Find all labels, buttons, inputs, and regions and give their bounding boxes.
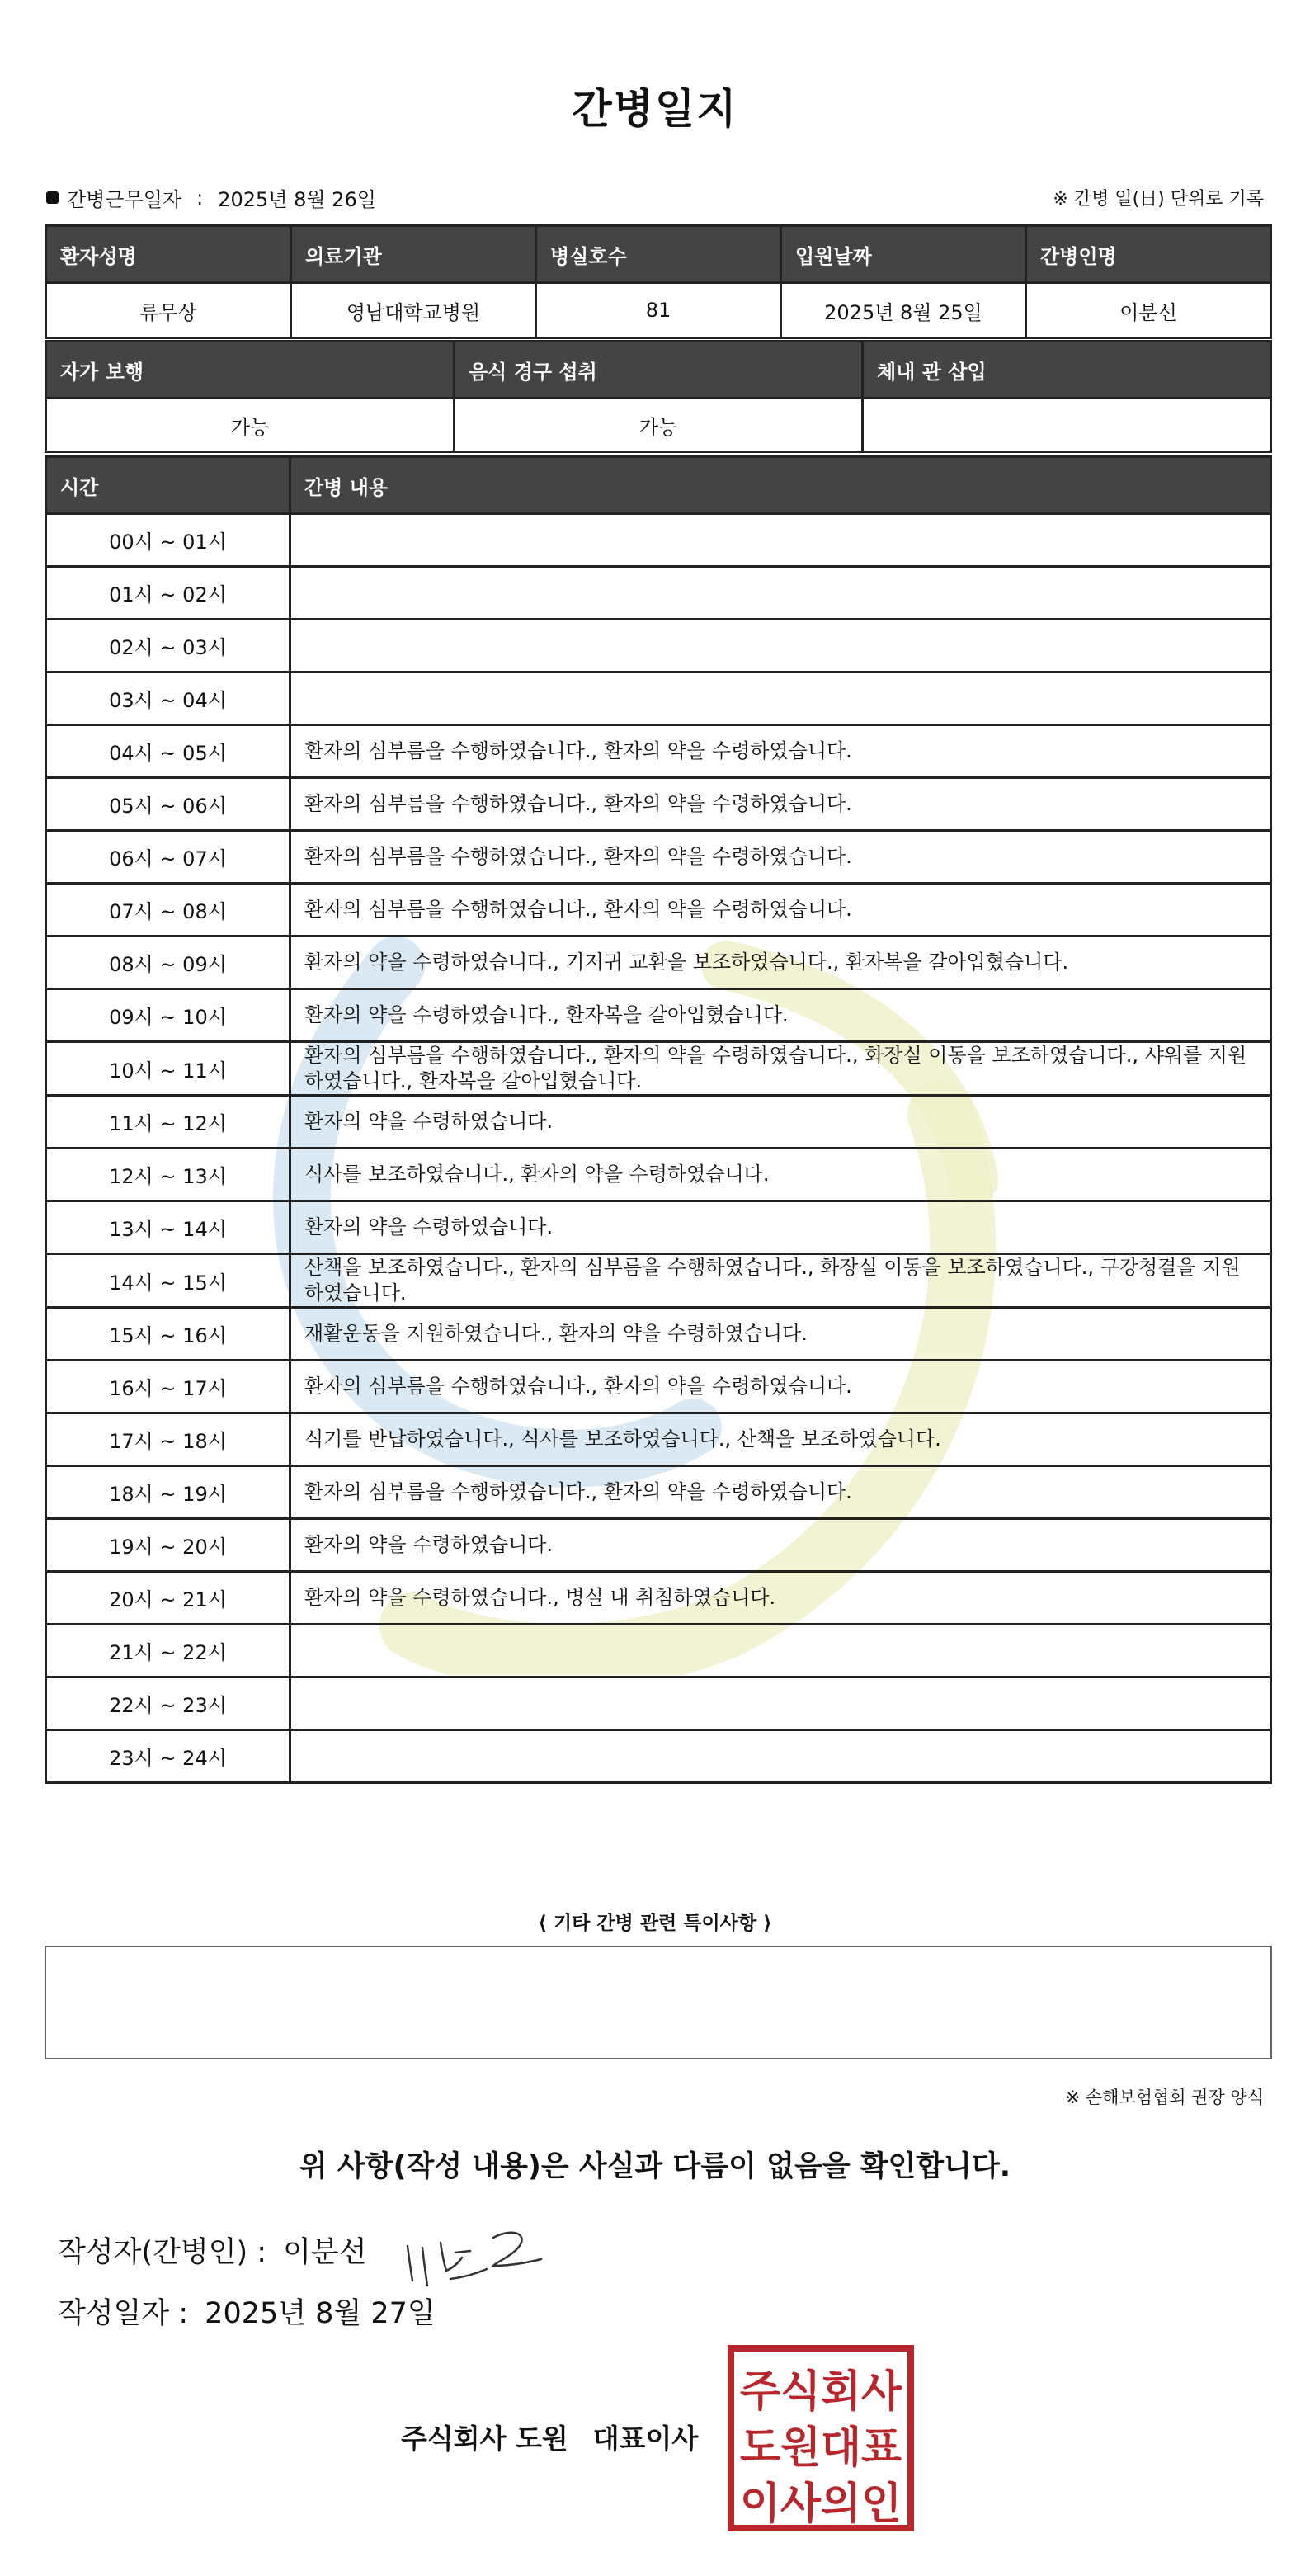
log-time-cell: 09시 ~ 10시 xyxy=(46,989,290,1042)
svg-text:도원대표: 도원대표 xyxy=(740,2423,902,2473)
header-time: 시간 xyxy=(46,457,290,514)
log-time-cell: 06시 ~ 07시 xyxy=(46,831,290,884)
log-time-cell: 14시 ~ 15시 xyxy=(46,1254,290,1308)
confirmation-statement: 위 사항(작성 내용)은 사실과 다름이 없음을 확인합니다. xyxy=(299,2150,1011,2183)
log-content-cell xyxy=(290,1625,1271,1677)
log-time-cell: 04시 ~ 05시 xyxy=(46,725,290,778)
table-row xyxy=(46,989,1271,1042)
log-time-cell: 01시 ~ 02시 xyxy=(46,567,290,620)
log-time-cell: 20시 ~ 21시 xyxy=(46,1572,290,1625)
log-content-cell: 환자의 약을 수령하였습니다., 환자복을 갈아입혔습니다. xyxy=(290,989,1271,1042)
log-time-cell: 19시 ~ 20시 xyxy=(46,1519,290,1572)
table-row xyxy=(46,672,1271,725)
writer-line xyxy=(58,2229,367,2271)
table-row xyxy=(46,725,1271,778)
header-admission-date: 입원날짜 xyxy=(781,226,1026,283)
log-content-cell: 환자의 약을 수령하였습니다., 병실 내 취침하였습니다. xyxy=(290,1572,1271,1625)
log-content-cell: 재활운동을 지원하였습니다., 환자의 약을 수령하였습니다. xyxy=(290,1308,1271,1361)
log-content-cell: 환자의 약을 수령하였습니다. xyxy=(290,1519,1271,1572)
header-room: 병실호수 xyxy=(536,226,781,283)
work-date-sep: : xyxy=(196,186,204,210)
log-content-cell: 환자의 심부름을 수행하였습니다., 환자의 약을 수령하였습니다. xyxy=(290,778,1271,831)
header-care-content: 간병 내용 xyxy=(290,457,1271,514)
company-seal xyxy=(726,2343,916,2533)
care-log-table xyxy=(45,455,1272,1784)
log-content-cell: 산책을 보조하였습니다., 환자의 심부름을 수행하였습니다., 화장실 이동을 보조하였습니다., 구강청결을 지원하였습니다. xyxy=(290,1254,1271,1308)
log-time-cell: 17시 ~ 18시 xyxy=(46,1413,290,1466)
patient-name: 류무상 xyxy=(46,283,291,338)
oral-intake-value: 가능 xyxy=(455,399,863,452)
log-time-cell: 10시 ~ 11시 xyxy=(46,1042,290,1096)
table-row xyxy=(46,620,1271,672)
table-row xyxy=(46,884,1271,937)
log-content-cell xyxy=(290,1730,1271,1783)
care-log-body xyxy=(46,514,1271,1783)
log-content-cell: 환자의 약을 수령하였습니다. xyxy=(290,1201,1271,1254)
table-row xyxy=(46,831,1271,884)
company-line xyxy=(401,2418,698,2456)
page-title: 간병일지 xyxy=(572,85,738,133)
table-row xyxy=(46,1413,1271,1466)
patient-status-table xyxy=(45,340,1272,453)
log-time-cell: 16시 ~ 17시 xyxy=(46,1361,290,1413)
table-row xyxy=(46,778,1271,831)
log-time-cell: 15시 ~ 16시 xyxy=(46,1308,290,1361)
log-time-cell: 05시 ~ 06시 xyxy=(46,778,290,831)
table-row xyxy=(46,1519,1271,1572)
log-time-cell: 03시 ~ 04시 xyxy=(46,672,290,725)
table-row xyxy=(46,1572,1271,1625)
log-content-cell xyxy=(290,514,1271,567)
svg-text:주식회사: 주식회사 xyxy=(740,2367,902,2417)
log-time-cell: 11시 ~ 12시 xyxy=(46,1096,290,1149)
recommend-note: ※ 손해보험협회 권장 양식 xyxy=(1065,2088,1264,2107)
table-row xyxy=(46,937,1271,989)
admission-date: 2025년 8월 25일 xyxy=(781,283,1026,338)
table-row xyxy=(46,1254,1271,1308)
written-date-label: 작성일자 : xyxy=(58,2297,189,2330)
log-content-cell xyxy=(290,620,1271,672)
log-time-cell: 23시 ~ 24시 xyxy=(46,1730,290,1783)
writer-label: 작성자(간병인) : xyxy=(58,2236,267,2269)
log-content-cell xyxy=(290,567,1271,620)
work-date-value: 2025년 8월 26일 xyxy=(218,188,376,211)
header-tube: 체내 관 삽입 xyxy=(863,342,1271,399)
table-row xyxy=(46,1096,1271,1149)
writer-name: 이분선 xyxy=(283,2236,367,2269)
log-content-cell xyxy=(290,1677,1271,1730)
table-row xyxy=(46,1201,1271,1254)
header-patient-name: 환자성명 xyxy=(46,226,291,283)
square-bullet-icon xyxy=(46,191,59,204)
table-row xyxy=(46,1149,1271,1201)
table-row xyxy=(46,1730,1271,1783)
header-hospital: 의료기관 xyxy=(291,226,536,283)
log-time-cell: 22시 ~ 23시 xyxy=(46,1677,290,1730)
special-notes-title: ⟨ 기타 간병 관련 특이사항 ⟩ xyxy=(538,1913,772,1934)
table-row xyxy=(46,1466,1271,1519)
room-number: 81 xyxy=(536,283,781,338)
header-caregiver: 간병인명 xyxy=(1026,226,1271,283)
table-row xyxy=(46,1308,1271,1361)
log-time-cell: 21시 ~ 22시 xyxy=(46,1625,290,1677)
written-date-line xyxy=(58,2291,436,2332)
table-row xyxy=(46,1677,1271,1730)
header-oral-intake: 음식 경구 섭취 xyxy=(455,342,863,399)
log-content-cell xyxy=(290,672,1271,725)
company-name: 주식회사 도원 xyxy=(401,2423,568,2455)
log-content-cell: 환자의 심부름을 수행하였습니다., 환자의 약을 수령하였습니다. xyxy=(290,884,1271,937)
special-notes-box xyxy=(45,1946,1272,2059)
company-title: 대표이사 xyxy=(592,2423,699,2455)
log-content-cell: 환자의 약을 수령하였습니다., 기저귀 교환을 보조하였습니다., 환자복을 갈아입혔습니다. xyxy=(290,937,1271,989)
log-time-cell: 07시 ~ 08시 xyxy=(46,884,290,937)
written-date-value: 2025년 8월 27일 xyxy=(205,2297,436,2330)
log-content-cell: 식기를 반납하였습니다., 식사를 보조하였습니다., 산책을 보조하였습니다. xyxy=(290,1413,1271,1466)
log-content-cell: 환자의 심부름을 수행하였습니다., 환자의 약을 수령하였습니다. xyxy=(290,1466,1271,1519)
log-content-cell: 환자의 약을 수령하였습니다. xyxy=(290,1096,1271,1149)
log-content-cell: 환자의 심부름을 수행하였습니다., 환자의 약을 수령하였습니다. xyxy=(290,831,1271,884)
log-content-cell: 환자의 심부름을 수행하였습니다., 환자의 약을 수령하였습니다. xyxy=(290,725,1271,778)
log-time-cell: 13시 ~ 14시 xyxy=(46,1201,290,1254)
patient-info-table xyxy=(45,224,1272,339)
header-walking: 자가 보행 xyxy=(46,342,455,399)
log-content-cell: 식사를 보조하였습니다., 환자의 약을 수령하였습니다. xyxy=(290,1149,1271,1201)
table-row xyxy=(46,514,1271,567)
table-row xyxy=(46,1361,1271,1413)
log-time-cell: 00시 ~ 01시 xyxy=(46,514,290,567)
svg-text:이사의인: 이사의인 xyxy=(740,2479,902,2529)
log-time-cell: 12시 ~ 13시 xyxy=(46,1149,290,1201)
log-time-cell: 08시 ~ 09시 xyxy=(46,937,290,989)
caregiver-name: 이분선 xyxy=(1026,283,1271,338)
hospital-name: 영남대학교병원 xyxy=(291,283,536,338)
log-content-cell: 환자의 심부름을 수행하였습니다., 환자의 약을 수령하였습니다. xyxy=(290,1361,1271,1413)
table-row xyxy=(46,1042,1271,1096)
walking-value: 가능 xyxy=(46,399,455,452)
record-note: ※ 간병 일(日) 단위로 기록 xyxy=(1053,189,1264,210)
work-date-label: 간병근무일자 xyxy=(67,188,182,211)
table-row xyxy=(46,1625,1271,1677)
log-time-cell: 02시 ~ 03시 xyxy=(46,620,290,672)
handwritten-signature xyxy=(401,2220,549,2294)
tube-value xyxy=(863,399,1271,452)
work-date xyxy=(46,183,376,212)
table-row xyxy=(46,567,1271,620)
log-content-cell: 환자의 심부름을 수행하였습니다., 환자의 약을 수령하였습니다., 화장실 이동을 보조하였습니다., 샤워를 지원하였습니다., 환자복을 갈아입혔습니다. xyxy=(290,1042,1271,1096)
log-time-cell: 18시 ~ 19시 xyxy=(46,1466,290,1519)
